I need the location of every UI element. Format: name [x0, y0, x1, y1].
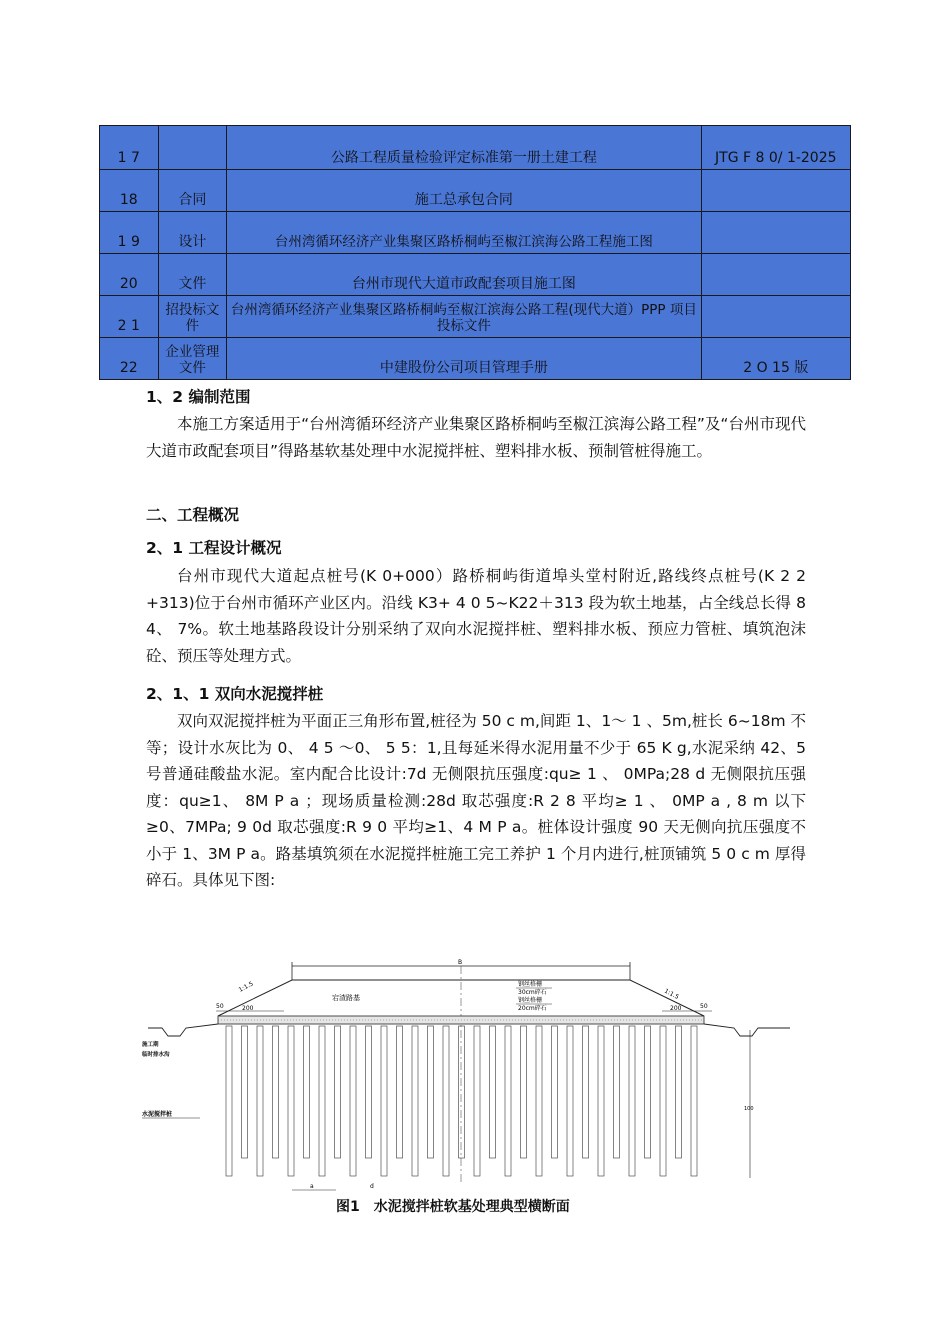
paragraph-scope: [146, 411, 806, 464]
layer-label: 20cm碎石: [518, 1005, 547, 1012]
pile: [691, 1026, 697, 1176]
row-number: 20: [100, 254, 159, 296]
pile-label: 水泥搅拌桩: [142, 1111, 173, 1118]
row-document-name: 施工总承包合同: [227, 170, 701, 212]
pile: [614, 1026, 620, 1158]
row-number: 22: [100, 338, 159, 380]
pile: [335, 1026, 341, 1158]
dim-label: 200: [242, 1005, 254, 1012]
pile: [319, 1026, 325, 1176]
dim-label: 50: [216, 1003, 224, 1010]
table-row: [100, 338, 851, 380]
pile: [366, 1026, 372, 1158]
row-category: 合同: [158, 170, 227, 212]
road-left-label: 施工期: [142, 1042, 159, 1048]
pile: [474, 1026, 480, 1176]
row-document-name: 中建股份公司项目管理手册: [227, 338, 701, 380]
pile: [660, 1026, 666, 1176]
dim-label: 200: [670, 1005, 682, 1012]
pile: [583, 1026, 589, 1158]
paragraph-text: 台州市现代大道起点桩号(K 0+000）路桥桐屿街道埠头堂村附近,路线终点桩号(K 2 2 +313)位于台州市循环产业区内。沿线 K3+ 4 0 5~K22＋313 段为软土地基，占全线总长得 8 4、 7%。软土地基路段设计分别采纳了双向水泥搅拌桩、塑料排水板、预应力管桩、填筑泡沫砼、预压等处理方式。: [146, 567, 806, 665]
pile: [288, 1026, 294, 1176]
row-document-name: 台州湾循环经济产业集聚区路桥桐屿至椒江滨海公路工程施工图: [227, 212, 701, 254]
pile: [645, 1026, 651, 1158]
pile: [505, 1026, 511, 1176]
pile: [490, 1026, 496, 1158]
spacing-label: a: [310, 1183, 314, 1190]
pile: [536, 1026, 542, 1176]
pile: [443, 1026, 449, 1176]
row-code: [701, 170, 850, 212]
section-heading-1-2: 1、2 编制范围: [146, 388, 251, 406]
paragraph-text: 本施工方案适用于“台州湾循环经济产业集聚区路桥桐屿至椒江滨海公路工程”及“台州市现代大道市政配套项目”得路基软基处理中水泥搅拌桩、塑料排水板、预制管桩得施工。: [146, 415, 806, 460]
pile: [428, 1026, 434, 1158]
pile: [242, 1026, 248, 1158]
table-row: [100, 212, 851, 254]
cross-section-figure: [140, 958, 800, 1208]
row-code: [701, 296, 850, 338]
row-code: [701, 254, 850, 296]
pile: [598, 1026, 604, 1176]
row-category: 文件: [158, 254, 227, 296]
pile: [350, 1026, 356, 1176]
pile: [257, 1026, 263, 1176]
pile: [676, 1026, 682, 1158]
table-row: [100, 254, 851, 296]
pile: [567, 1026, 573, 1176]
layer-label: 钢丝格栅: [518, 981, 543, 988]
figure-caption: 图1 水泥搅拌桩软基处理典型横断面: [336, 1199, 570, 1215]
layer-label: 钢丝格栅: [518, 997, 543, 1004]
cross-section-drawing: [140, 958, 800, 1198]
section-heading-2-1: 2、1 工程设计概况: [146, 539, 282, 557]
row-code: [701, 212, 850, 254]
row-category: 企业管理文件: [158, 338, 227, 380]
pile: [521, 1026, 527, 1158]
fill-label: 宕渣路基: [332, 994, 360, 1002]
top-dimension-label: B: [458, 959, 463, 966]
row-category: 招投标文件: [158, 296, 227, 338]
slope-right-label: 1:1.5: [663, 987, 680, 1001]
pile: [629, 1026, 635, 1176]
table-row: [100, 170, 851, 212]
section-heading-2: 二、工程概况: [146, 506, 240, 524]
row-number: 18: [100, 170, 159, 212]
table-row: [100, 126, 851, 170]
row-category: 设计: [158, 212, 227, 254]
pile: [381, 1026, 387, 1176]
pile: [459, 1026, 465, 1158]
row-document-name: 公路工程质量检验评定标准第一册土建工程: [227, 126, 701, 170]
pile: [226, 1026, 232, 1176]
row-category: [158, 126, 227, 170]
depth-label: 100: [744, 1106, 754, 1112]
paragraph-text: 双向双泥搅拌桩为平面正三角形布置,桩径为 50 c m,间距 1、1～ 1 、5m,桩长 6~18m 不等；设计水灰比为 0、 4 5 ～0、 5 5：1,且每延米得水泥用量不少于 65 K g,水泥采纳 42、5 号普通硅酸盐水泥。室内配合比设计:7d 无侧限抗压强度:qu≥ 1 、 0MPa;28 d 无侧限抗压强度：qu≥1、 8M P a ；现场质量检测:28d 取芯强度:R 2 8 平均≥ 1 、 0MP a , 8 m 以下≥0、7MPa; 9 0d 取芯强度:R 9 0 平均≥1、4 M P a。桩体设计强度 90 天无侧向抗压强度不小于 1、3M P a。路基填筑须在水泥搅拌桩施工完工养护 1 个月内进行,桩顶铺筑 5 0 c m 厚得碎石。具体见下图:: [146, 712, 806, 889]
diameter-label: d: [370, 1183, 374, 1190]
row-code: 2 O 15 版: [701, 338, 850, 380]
pile: [397, 1026, 403, 1158]
reference-standards-table: [99, 125, 851, 380]
row-number: 1 9: [100, 212, 159, 254]
row-code: JTG F 8 0/ 1-2025: [701, 126, 850, 170]
paragraph-cement-piles: [146, 708, 806, 894]
row-document-name: 台州市现代大道市政配套项目施工图: [227, 254, 701, 296]
road-left-label: 临时排水沟: [142, 1052, 170, 1058]
pile-group: [226, 1026, 697, 1176]
pile: [552, 1026, 558, 1158]
section-heading-2-1-1: 2、1、1 双向水泥搅拌桩: [146, 685, 324, 703]
slope-left-label: 1:1.5: [237, 980, 255, 994]
layer-label: 30cm碎石: [518, 989, 547, 996]
pile: [304, 1026, 310, 1158]
table-row: [100, 296, 851, 338]
row-document-name: 台州湾循环经济产业集聚区路桥桐屿至椒江滨海公路工程(现代大道）PPP 项目投标文件: [227, 296, 701, 338]
pile: [412, 1026, 418, 1176]
paragraph-design-overview: [146, 563, 806, 669]
pile: [273, 1026, 279, 1158]
row-number: 2 1: [100, 296, 159, 338]
row-number: 1 7: [100, 126, 159, 170]
dim-label: 50: [700, 1003, 708, 1010]
